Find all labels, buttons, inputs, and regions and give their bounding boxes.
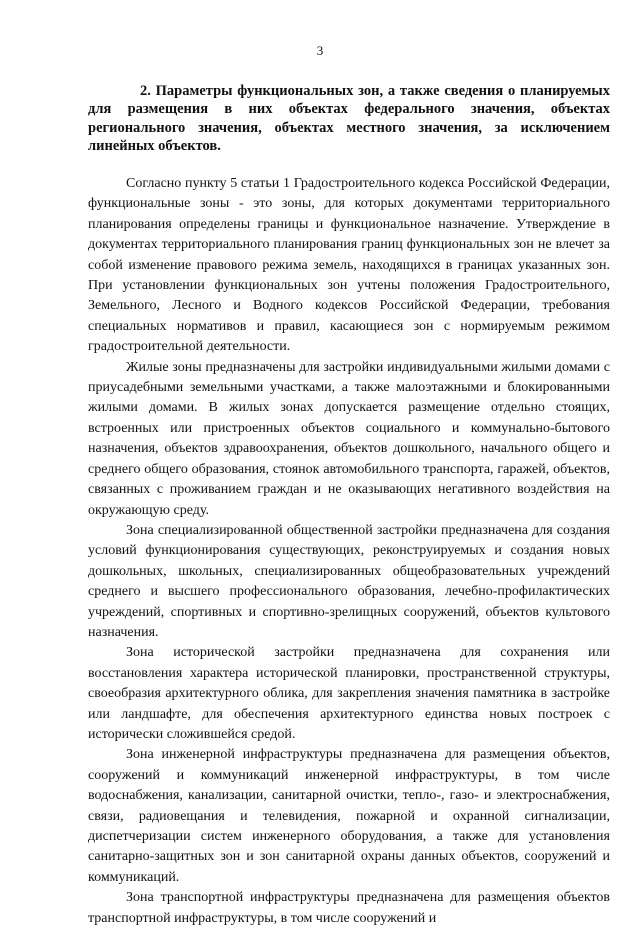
paragraph-functional-zones-definition: Согласно пункту 5 статьи 1 Градостроительного кодекса Российской Федерации, функциональные зоны - это зоны, для которых документами территориального планирования определены границы и функциональное назначение. Утверждение в документах территориального планирования границ функциональных зон не влечет за собой изменение правового режима земель, находящихся в границах указанных зон. При установлении функциональных зон учтены положения Градостроительного, Земельного, Лесного и Водного кодексов Российской Федерации, требования специальных нормативов и правил, касающиеся зон с нормируемым режимом градостроительной деятельности. [88, 176, 610, 355]
paragraph-engineering-infrastructure-zone: Зона инженерной инфраструктуры предназначена для размещения объектов, сооружений и коммуникаций инженерной инфраструктуры, в том числе водоснабжения, канализации, санитарной очистки, тепло-, газо- и электроснабжения, связи, радиовещания и телевидения, пожарной и охранной сигнализации, диспетчеризации систем инженерного оборудования, а также для установления санитарно-защитных зон и зон санитарной охраны данных объектов, сооружений и коммуникаций. [88, 747, 610, 885]
paragraph-historical-zone: Зона исторической застройки предназначена для сохранения или восстановления характера исторической планировки, пространственной структуры, своеобразия архитектурного облика, для закрепления значения памятника в застройке или ландшафте, для обеспечения архитектурного единства новых построек с исторически сложившейся средой. [88, 645, 610, 742]
paragraph-transport-infrastructure-zone: Зона транспортной инфраструктуры предназначена для размещения объектов транспортной инфраструктуры, в том числе сооружений и [88, 890, 610, 926]
page-number: 3 [316, 43, 324, 58]
paragraph-specialized-public-zone: Зона специализированной общественной застройки предназначена для создания условий функционирования существующих, реконструируемых и создания новых дошкольных, школьных, специализированных общеобразовательных учреждений среднего и высшего профессионального образования, лечебно-профилактических учреждений, спортивных и спортивно-зрелищных сооружений, объектов культового назначения. [88, 522, 610, 640]
paragraph-residential-zones: Жилые зоны предназначены для застройки индивидуальными жилыми домами с приусадебными земельными участками, а также малоэтажными и блокированными жилыми домами. В жилых зонах допускается размещение отдельно стоящих, встроенных или пристроенных объектов социального и коммунально-бытового назначения, объектов здравоохранения, объектов дошкольного, начального общего и среднего общего образования, стоянок автомобильного транспорта, гаражей, объектов, связанных с проживанием граждан и не оказывающих негативного воздействия на окружающую среду. [88, 359, 610, 518]
section-heading: 2. Параметры функциональных зон, а также сведения о планируемых для размещения в них объектах федерального значения, объектах регионального значения, объектах местного значения, за исключением линейных объектов. [88, 83, 610, 154]
document-body [88, 174, 610, 929]
